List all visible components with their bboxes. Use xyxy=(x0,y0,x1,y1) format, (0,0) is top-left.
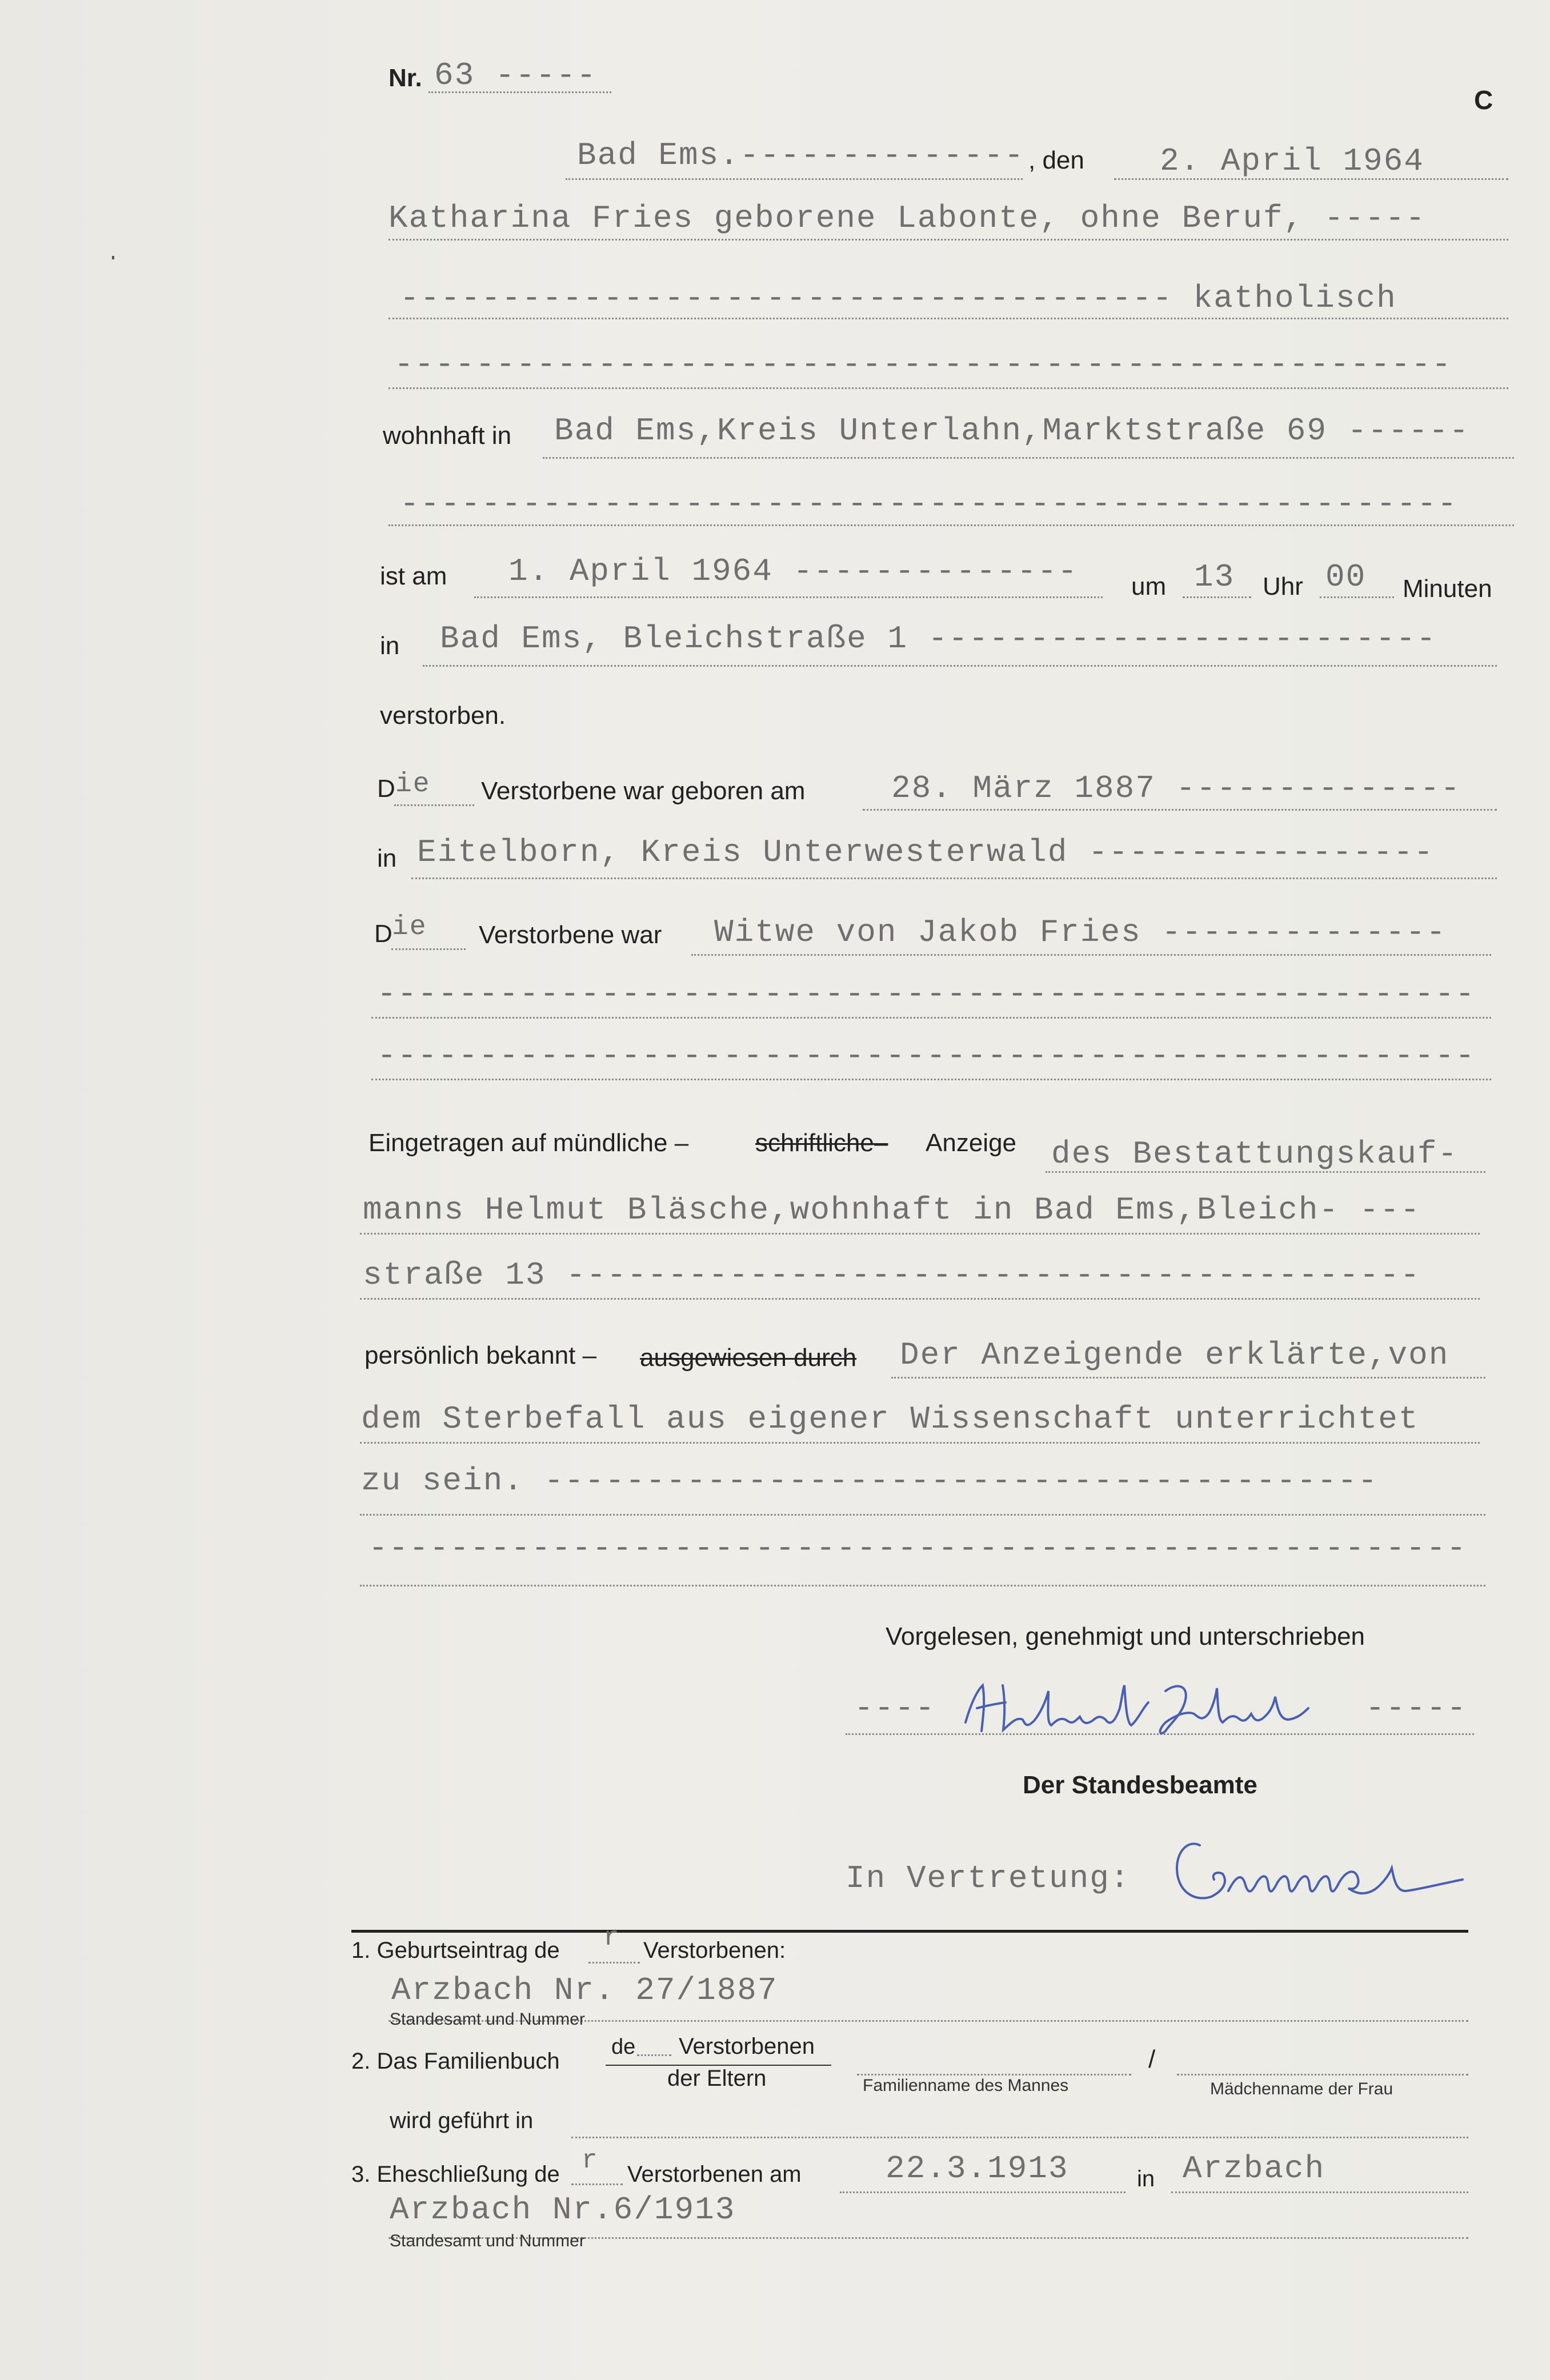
identity-line-3: zu sein. ----------------------------------------- xyxy=(361,1463,1379,1499)
report-line-2: manns Helmut Bläsche,wohnhaft in Bad Ems,Bleich- --- xyxy=(363,1192,1421,1228)
record-date: 2. April 1964 xyxy=(1160,143,1424,179)
death-date: 1. April 1964 -------------- xyxy=(508,553,1078,590)
birth-date-dotted xyxy=(863,809,1497,811)
footer-item2-de: de xyxy=(611,2035,636,2059)
birth-place: Eitelborn, Kreis Unterwesterwald ----------------- xyxy=(417,834,1435,871)
footer-item1-value: Arzbach Nr. 27/1887 xyxy=(391,1972,778,2009)
report-label-struck: schriftliche– xyxy=(755,1129,888,1157)
report-label-b: Anzeige xyxy=(926,1129,1017,1157)
footer-item2-eltern: der Eltern xyxy=(667,2066,767,2091)
residence-dotted-1 xyxy=(543,457,1514,459)
date-dotted-line xyxy=(1114,178,1508,180)
death-date-dotted xyxy=(474,596,1103,598)
footer-item1-suffix: Verstorbenen: xyxy=(643,1938,786,1963)
footer-item3-caption: Standesamt und Nummer xyxy=(390,2231,585,2250)
birth-label: Verstorbene war geboren am xyxy=(481,777,806,805)
status-dotted-1 xyxy=(691,954,1491,956)
footer-item2-verstorbenen: Verstorbenen xyxy=(679,2034,815,2059)
footer-item3-value: Arzbach Nr.6/1913 xyxy=(390,2191,736,2228)
residence-label: wohnhaft in xyxy=(383,422,512,450)
person-dotted-1 xyxy=(388,239,1508,241)
footer-item2-label: 2. Das Familienbuch xyxy=(351,2049,560,2074)
minute-dotted xyxy=(1320,596,1394,598)
minuten-label: Minuten xyxy=(1403,575,1492,603)
person-dotted-3 xyxy=(388,387,1508,389)
ist-am-label: ist am xyxy=(380,562,447,590)
report-dotted-3 xyxy=(360,1298,1480,1300)
footer-item2-slash: / xyxy=(1148,2045,1156,2073)
report-dotted-2 xyxy=(360,1233,1480,1235)
nr-value: 63 ----- xyxy=(434,57,597,94)
footer-item1-fill-dotted xyxy=(588,1962,640,1964)
identity-label-struck: ausgewiesen durch xyxy=(640,1344,857,1372)
footer-item3-place: Arzbach xyxy=(1183,2150,1325,2187)
status-line-2: ------------------------------------------------------ xyxy=(377,976,1476,1012)
footer-item3-date: 22.3.1913 xyxy=(886,2150,1069,2187)
footer-item3-mid: Verstorbenen am xyxy=(627,2162,802,2187)
report-label-a: Eingetragen auf mündliche – xyxy=(369,1129,689,1157)
person-line-2: -------------------------------------- katholisch xyxy=(400,280,1397,316)
status-die-prefix: D xyxy=(374,920,392,948)
identity-dotted-1 xyxy=(891,1377,1485,1379)
place-dotted-line xyxy=(566,178,1023,180)
person-dotted-2 xyxy=(388,318,1508,319)
birth-die-dotted xyxy=(394,804,474,806)
identity-dotted-3 xyxy=(360,1514,1485,1516)
footer-item2-woman-dotted xyxy=(1177,2074,1468,2076)
identity-line-4: ------------------------------------------------------ xyxy=(369,1530,1467,1566)
birth-die-prefix: D xyxy=(377,775,395,803)
corner-mark: C xyxy=(1474,85,1493,115)
status-dotted-2 xyxy=(371,1017,1491,1019)
status-die-fill: ie xyxy=(392,912,427,943)
signature-dashes-right: ----- xyxy=(1365,1690,1468,1726)
stray-mark xyxy=(112,256,114,259)
report-line-1: des Bestattungskauf- xyxy=(1051,1136,1459,1172)
deputy-label: In Vertretung: xyxy=(846,1860,1131,1897)
place-of-record: Bad Ems.-------------- xyxy=(577,137,1025,174)
report-dotted-1 xyxy=(1046,1171,1485,1173)
footer-item3-fill-dotted xyxy=(571,2183,623,2185)
status-value: Witwe von Jakob Fries -------------- xyxy=(714,914,1447,951)
identity-dotted-2 xyxy=(360,1442,1480,1444)
registrar-label: Der Standesbeamte xyxy=(1023,1771,1257,1799)
status-die-dotted xyxy=(391,948,466,950)
death-place-dotted xyxy=(423,665,1497,667)
footer-item2-man-dotted xyxy=(857,2074,1131,2076)
nr-dotted-line xyxy=(428,91,611,93)
read-approved-label: Vorgelesen, genehmigt und unterschrieben xyxy=(886,1622,1365,1650)
footer-item2-kept-dotted xyxy=(571,2137,1468,2138)
hour-dotted xyxy=(1183,596,1251,598)
person-line-1: Katharina Fries geborene Labonte, ohne Beruf, ----- xyxy=(388,200,1426,237)
status-dotted-3 xyxy=(371,1079,1491,1080)
residence-line-1: Bad Ems,Kreis Unterlahn,Marktstraße 69 ------ xyxy=(554,412,1470,449)
identity-dotted-4 xyxy=(360,1585,1485,1586)
footer-item3-place-dotted xyxy=(1171,2191,1468,2193)
footer-separator xyxy=(351,1930,1468,1933)
identity-line-2: dem Sterbefall aus eigener Wissenschaft unterrichtet xyxy=(361,1401,1419,1437)
death-hour: 13 xyxy=(1194,559,1235,595)
residence-line-2: ---------------------------------------------------- xyxy=(400,486,1458,522)
birth-date: 28. März 1887 -------------- xyxy=(891,770,1461,807)
status-line-3: ------------------------------------------------------ xyxy=(377,1037,1476,1074)
death-in-label: in xyxy=(380,632,400,660)
person-line-3: ---------------------------------------------------- xyxy=(394,346,1452,383)
footer-item2-de-dotted xyxy=(637,2054,671,2056)
death-place: Bad Ems, Bleichstraße 1 ------------------------- xyxy=(440,620,1437,657)
footer-item1-caption: Standesamt und Nummer xyxy=(390,2010,585,2029)
registrar-signature xyxy=(1165,1828,1485,1914)
birth-die-fill: ie xyxy=(395,769,431,800)
residence-dotted-2 xyxy=(388,524,1514,526)
status-label: Verstorbene war xyxy=(479,921,662,949)
death-minute: 00 xyxy=(1325,559,1367,595)
signature-dashes-left: ---- xyxy=(854,1690,936,1726)
informant-signature xyxy=(960,1668,1325,1742)
verstorben-label: verstorben. xyxy=(380,702,506,730)
identity-label: persönlich bekannt – xyxy=(365,1341,597,1369)
footer-item1-fill: r xyxy=(603,1923,620,1953)
footer-item3-date-dotted xyxy=(840,2191,1126,2193)
birth-place-dotted xyxy=(411,878,1497,879)
footer-item3-fill: r xyxy=(582,2146,599,2175)
footer-item2-caption-woman: Mädchenname der Frau xyxy=(1210,2080,1393,2098)
den-label: , den xyxy=(1028,146,1084,174)
footer-item2-kept-label: wird geführt in xyxy=(390,2108,534,2133)
uhr-label: Uhr xyxy=(1263,572,1303,600)
report-line-3: straße 13 ------------------------------------------ xyxy=(363,1257,1421,1293)
nr-label: Nr. xyxy=(388,64,422,92)
footer-item3-in: in xyxy=(1137,2166,1155,2191)
identity-line-1: Der Anzeigende erklärte,von xyxy=(900,1337,1449,1373)
birth-in-label: in xyxy=(377,844,397,872)
footer-item2-caption-man: Familienname des Mannes xyxy=(863,2076,1069,2095)
footer-item1-label: 1. Geburtseintrag de xyxy=(351,1938,560,1963)
um-label: um xyxy=(1131,572,1167,600)
footer-item3-label: 3. Eheschließung de xyxy=(351,2162,560,2187)
